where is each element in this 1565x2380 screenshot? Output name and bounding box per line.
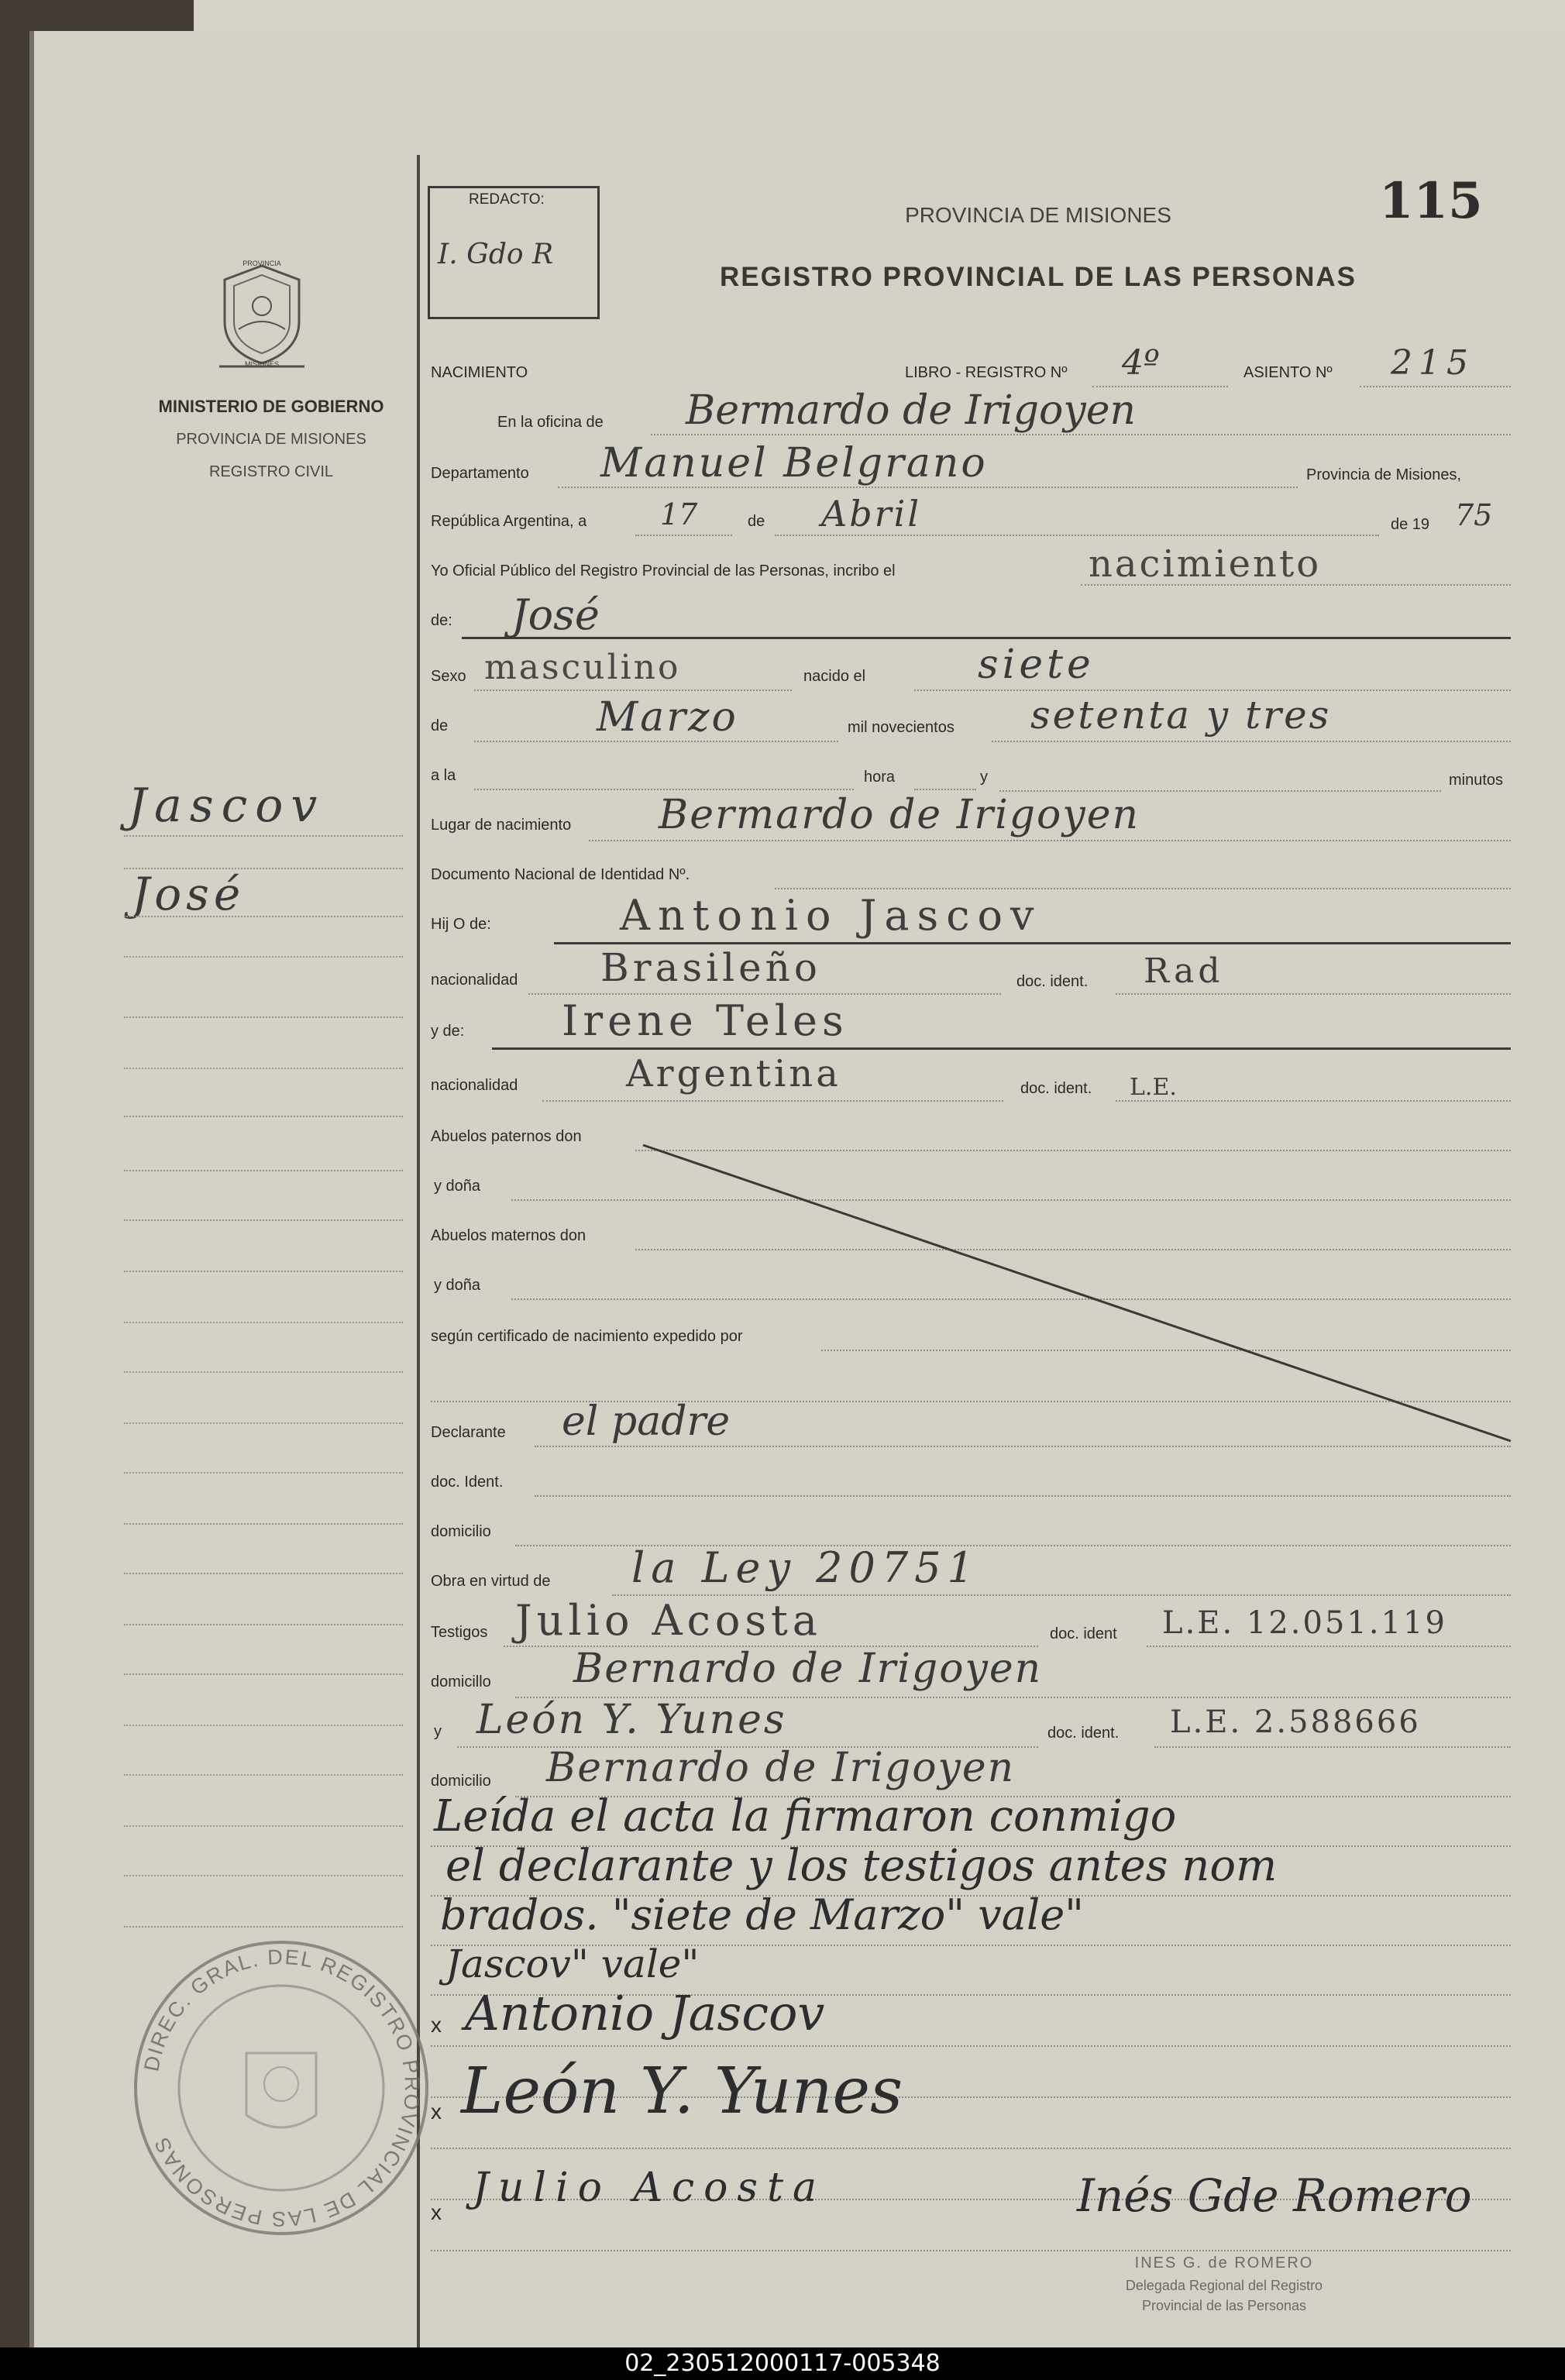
testigo2-prefix: y (434, 1723, 442, 1740)
minutos-label: minutos (1449, 772, 1504, 789)
registry-heading: REGISTRO PROVINCIAL DE LAS PERSONAS (720, 262, 1357, 292)
testigo1-doc: L.E. 12.051.119 (1162, 1605, 1447, 1641)
nacionalidad1-value: Brasileño (600, 945, 821, 990)
testigo1-dom-label: domicillo (431, 1673, 491, 1690)
republica-label: República Argentina, a (431, 513, 587, 530)
testigo1-docid-label: doc. ident (1050, 1625, 1117, 1642)
emblem-bottom-text: MISIONES (244, 360, 279, 368)
declarante-label: Declarante (431, 1424, 506, 1441)
testigo2-docid-label: doc. ident. (1047, 1725, 1120, 1742)
signature-mark-3: x (431, 2200, 442, 2224)
signature-father: Antonio Jascov (465, 1985, 825, 2041)
closing-line-3: brados. "siete de Marzo" vale" (440, 1890, 1085, 1939)
testigo2-dom-label: domicilio (431, 1773, 491, 1790)
mes-nacimiento: Marzo (597, 694, 738, 741)
obra-value: la Ley 20751 (631, 1543, 980, 1592)
closing-line-1: Leída el acta la firmaron conmigo (434, 1791, 1177, 1842)
y-label: y (980, 769, 988, 786)
folio-number: 115 (1379, 172, 1483, 230)
sexo-label: Sexo (431, 668, 466, 685)
ministry-registry: REGISTRO CIVIL (208, 463, 334, 480)
nombre-label: de: (431, 612, 452, 629)
signature-mark-2: x (431, 2100, 442, 2124)
sexo-value: masculino (484, 648, 681, 687)
declarante-value: el padre (562, 1398, 731, 1445)
ministry-title: MINISTERIO DE GOBIERNO (158, 397, 384, 416)
padre-value: Antonio Jascov (620, 891, 1042, 940)
asiento-label: ASIENTO Nº (1243, 364, 1333, 381)
year-label: de 19 (1391, 516, 1430, 533)
ydona1-label: y doña (434, 1178, 481, 1195)
a-la-label: a la (431, 767, 456, 784)
domicilio-label: domicilio (431, 1523, 491, 1540)
testigos-label: Testigos (431, 1624, 488, 1641)
docid1-value: Rad (1144, 951, 1224, 991)
oficial-text: Yo Oficial Público del Registro Provincial de las Personas, incribo el (431, 562, 896, 580)
testigo2-domicilio: Bernardo de Irigoyen (546, 1745, 1016, 1791)
departamento-value: Manuel Belgrano (600, 440, 988, 487)
registry-round-stamp (130, 1937, 432, 2239)
madre-label: y de: (431, 1023, 465, 1040)
redacto-label: REDACTO: (469, 191, 545, 208)
abuelos-paternos-label: Abuelos paternos don (431, 1128, 582, 1145)
official-stamp-office: Provincial de las Personas (1141, 2298, 1307, 2313)
lugar-label: Lugar de nacimiento (431, 817, 572, 834)
testigo2-doc: L.E. 2.588666 (1170, 1704, 1421, 1740)
hora-label: hora (864, 769, 896, 786)
abuelos-maternos-label: Abuelos maternos don (431, 1227, 586, 1244)
year-value: 75 (1455, 498, 1493, 532)
mes-prefix: de (431, 717, 449, 734)
oficina-value: Bermardo de Irigoyen (686, 387, 1136, 434)
ydona2-label: y doña (434, 1277, 481, 1294)
image-id-caption: 02_230512000117-005348 (0, 2347, 1565, 2380)
nacido-label: nacido el (803, 668, 866, 685)
obra-label: Obra en virtud de (431, 1573, 551, 1590)
margin-surname: Jascov (128, 779, 325, 833)
month-prefix: de (748, 513, 765, 530)
oficina-label: En la oficina de (497, 414, 604, 431)
mil-label: mil novecientos (848, 719, 954, 736)
nacionalidad1-label: nacionalidad (431, 972, 518, 989)
madre-value: Irene Teles (562, 996, 848, 1045)
libro-label: LIBRO - REGISTRO Nº (905, 364, 1068, 381)
nacido-value: siete (978, 641, 1095, 688)
lugar-value: Bermardo de Irigoyen (659, 792, 1140, 838)
hijo-label: Hij O de: (431, 916, 491, 933)
docid1-label: doc. ident. (1016, 973, 1089, 990)
doc-ident-label: doc. Ident. (431, 1474, 504, 1491)
libro-value: 4º (1122, 343, 1160, 383)
nacionalidad2-value: Argentina (626, 1052, 841, 1095)
ministry-province: PROVINCIA DE MISIONES (176, 431, 366, 448)
provincia-suffix: Provincia de Misiones, (1306, 466, 1462, 483)
closing-line-4: Jascov" vale" (445, 1941, 700, 1986)
nacionalidad2-label: nacionalidad (431, 1077, 518, 1094)
acto-value: nacimiento (1089, 542, 1322, 586)
docid2-label: doc. ident. (1020, 1080, 1092, 1097)
dni-label: Documento Nacional de Identidad Nº. (431, 866, 690, 883)
signature-mark-1: x (431, 2013, 442, 2037)
nombre-value: José (511, 590, 600, 639)
margin-given-name: José (132, 868, 246, 920)
asiento-value: 215 (1391, 343, 1474, 383)
day-value: 17 (660, 497, 698, 531)
province-heading: PROVINCIA DE MISIONES (905, 203, 1171, 227)
redacto-initials: I. Gdo R (438, 239, 554, 270)
testigo1-name: Julio Acosta (515, 1596, 822, 1645)
testigo1-domicilio: Bernardo de Irigoyen (573, 1646, 1043, 1692)
official-stamp-title: Delegada Regional del Registro (1125, 2278, 1323, 2293)
signature-witness-2: León Y. Yunes (461, 2055, 903, 2128)
signature-official: Inés Gde Romero (1077, 2169, 1472, 2222)
svg-text:DIREC. GRAL. DEL REGISTRO PROV: DIREC. GRAL. DEL REGISTRO PROVINCIAL DE LAS PERSONAS (139, 1945, 425, 2231)
anio-nacimiento: setenta y tres (1030, 693, 1332, 738)
departamento-label: Departamento (431, 465, 529, 482)
certificado-label: según certificado de nacimiento expedido por (431, 1328, 743, 1345)
signature-witness-1: Julio Acosta (473, 2165, 826, 2211)
emblem-top-text: PROVINCIA (242, 260, 281, 267)
month-value: Abril (821, 493, 922, 535)
docid2-value: L.E. (1130, 1074, 1177, 1101)
official-stamp-name: INES G. de ROMERO (1134, 2254, 1314, 2272)
closing-line-2: el declarante y los testigos antes nom (445, 1841, 1278, 1891)
testigo2-name: León Y. Yunes (476, 1697, 787, 1743)
record-type-label: NACIMIENTO (431, 364, 528, 381)
